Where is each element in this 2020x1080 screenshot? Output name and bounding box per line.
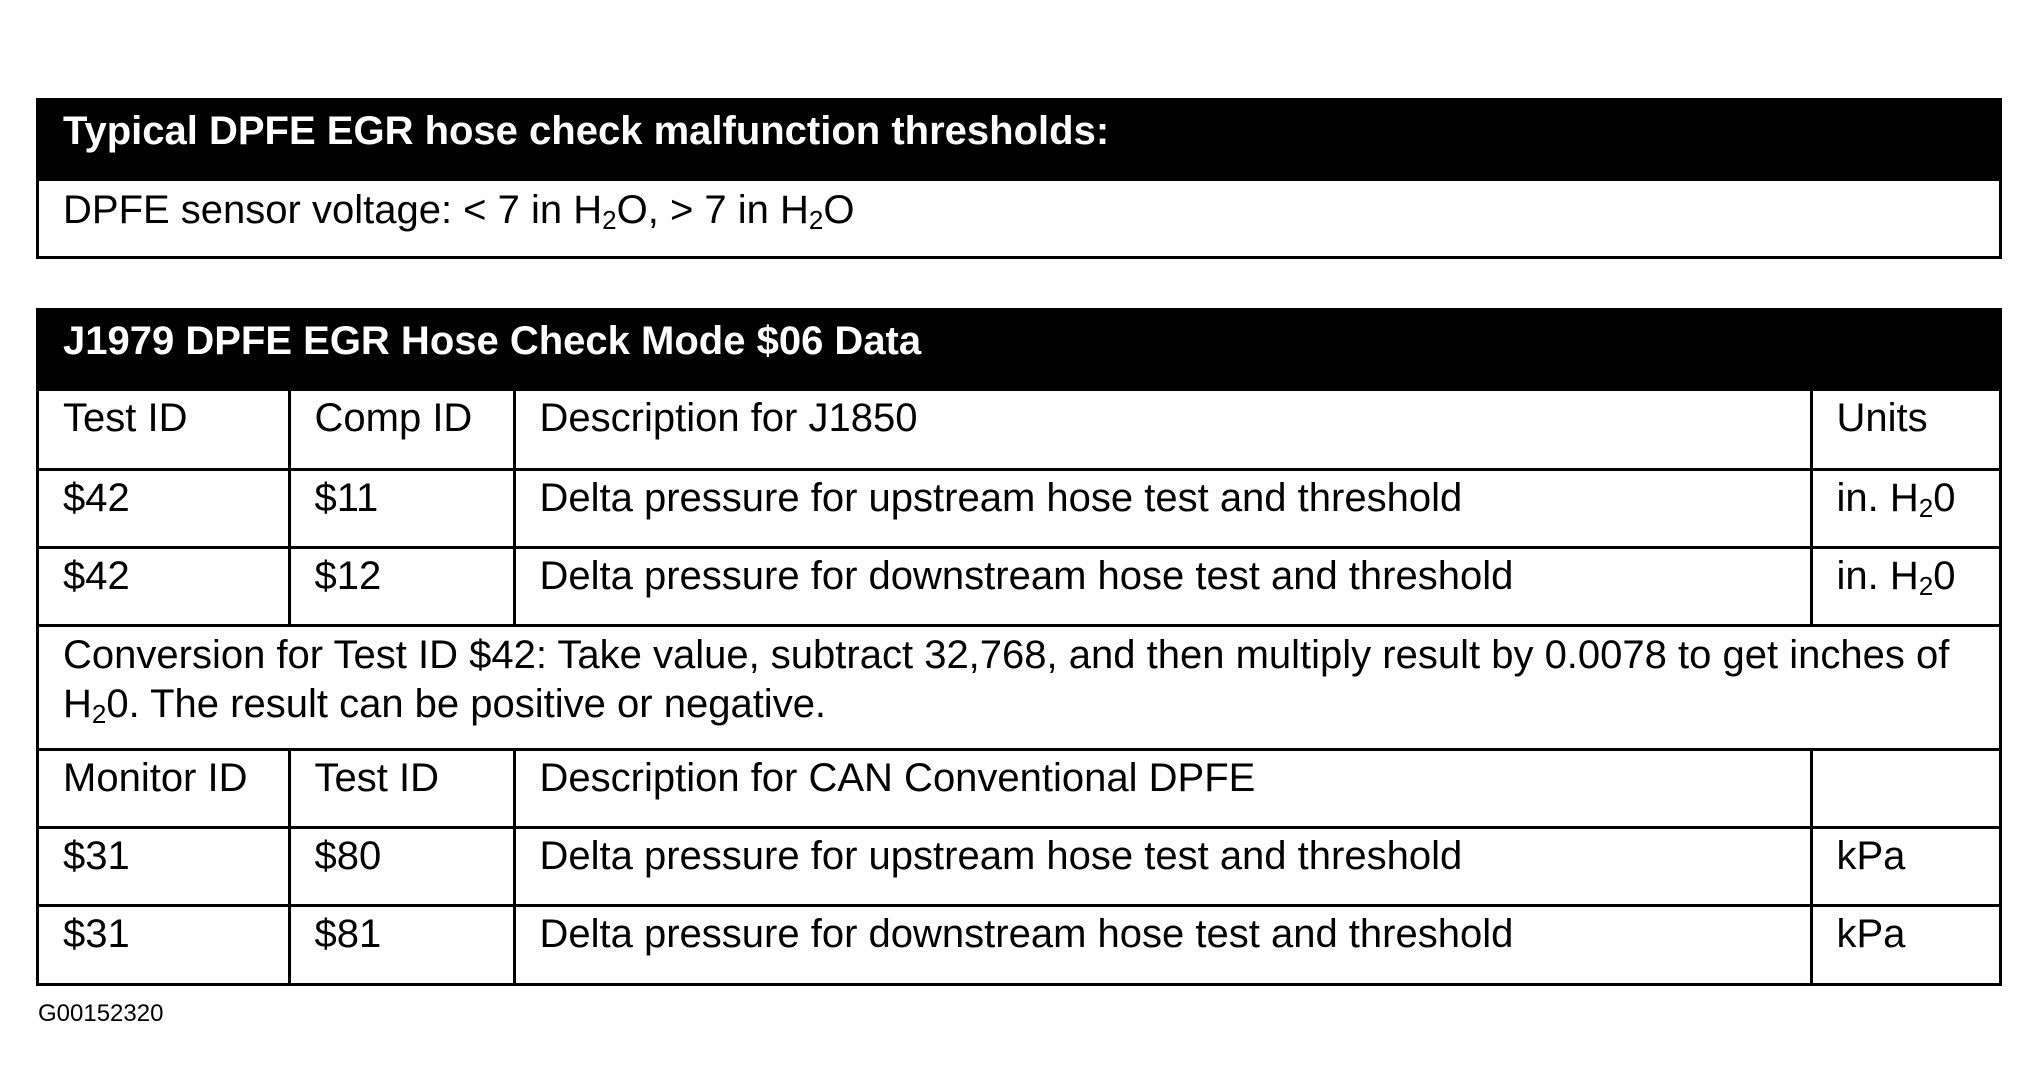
header-units-can xyxy=(1811,749,1999,827)
thresholds-box xyxy=(36,98,2002,259)
comp-id-cell: $11 xyxy=(289,469,514,547)
units-cell xyxy=(1811,547,1999,625)
threshold-sub-1: 2 xyxy=(602,205,617,235)
test-id-cell: $80 xyxy=(289,827,514,905)
thresholds-title: Typical DPFE EGR hose check malfunction thresholds: xyxy=(39,101,1999,181)
table-row xyxy=(39,827,1999,905)
conversion-note xyxy=(39,625,1999,749)
test-id-cell: $42 xyxy=(39,547,289,625)
monitor-id-cell: $31 xyxy=(39,827,289,905)
conversion-text-a: Conversion for Test ID $42: Take value, subtract 32,768, and then multiply result by 0.0078 to get inches of H xyxy=(63,632,1950,726)
threshold-text-c: O xyxy=(823,188,855,232)
mode06-box xyxy=(36,308,2002,986)
mode06-title: J1979 DPFE EGR Hose Check Mode $06 Data xyxy=(39,311,1999,391)
monitor-id-cell: $31 xyxy=(39,905,289,983)
header-description-can: Description for CAN Conventional DPFE xyxy=(514,749,1811,827)
header-test-id: Test ID xyxy=(39,391,289,469)
units-cell: kPa xyxy=(1811,827,1999,905)
unit-sub: 2 xyxy=(1918,570,1934,601)
description-cell: Delta pressure for upstream hose test and threshold xyxy=(514,827,1811,905)
units-cell: kPa xyxy=(1811,905,1999,983)
table-row xyxy=(39,469,1999,547)
test-id-cell: $81 xyxy=(289,905,514,983)
dpfe-voltage-threshold xyxy=(39,181,1999,256)
threshold-text-b: O, > 7 in H xyxy=(616,188,809,232)
description-cell: Delta pressure for upstream hose test and threshold xyxy=(514,469,1811,547)
conversion-row xyxy=(39,625,1999,749)
threshold-sub-2: 2 xyxy=(808,205,824,235)
unit-text-b: 0 xyxy=(1933,553,1956,598)
table-row xyxy=(39,547,1999,625)
unit-text-a: in. H xyxy=(1836,553,1919,598)
header-comp-id: Comp ID xyxy=(289,391,514,469)
table-row xyxy=(39,905,1999,983)
units-cell xyxy=(1811,469,1999,547)
threshold-text-a: DPFE sensor voltage: < 7 in H xyxy=(63,188,603,232)
unit-text-a: in. H xyxy=(1836,475,1919,520)
description-cell: Delta pressure for downstream hose test and threshold xyxy=(514,905,1811,983)
header-monitor-id: Monitor ID xyxy=(39,749,289,827)
figure-id: G00152320 xyxy=(38,1000,164,1027)
comp-id-cell: $12 xyxy=(289,547,514,625)
header-units: Units xyxy=(1811,391,1999,469)
unit-text-b: 0 xyxy=(1933,475,1956,520)
header-description-j1850: Description for J1850 xyxy=(514,391,1811,469)
can-header-row xyxy=(39,749,1999,827)
j1850-header-row xyxy=(39,391,1999,469)
conversion-sub: 2 xyxy=(91,698,107,729)
mode06-table xyxy=(39,391,1999,983)
test-id-cell: $42 xyxy=(39,469,289,547)
conversion-text-b: 0. The result can be positive or negative. xyxy=(106,681,827,726)
description-cell: Delta pressure for downstream hose test and threshold xyxy=(514,547,1811,625)
header-test-id-can: Test ID xyxy=(289,749,514,827)
unit-sub: 2 xyxy=(1918,492,1934,523)
